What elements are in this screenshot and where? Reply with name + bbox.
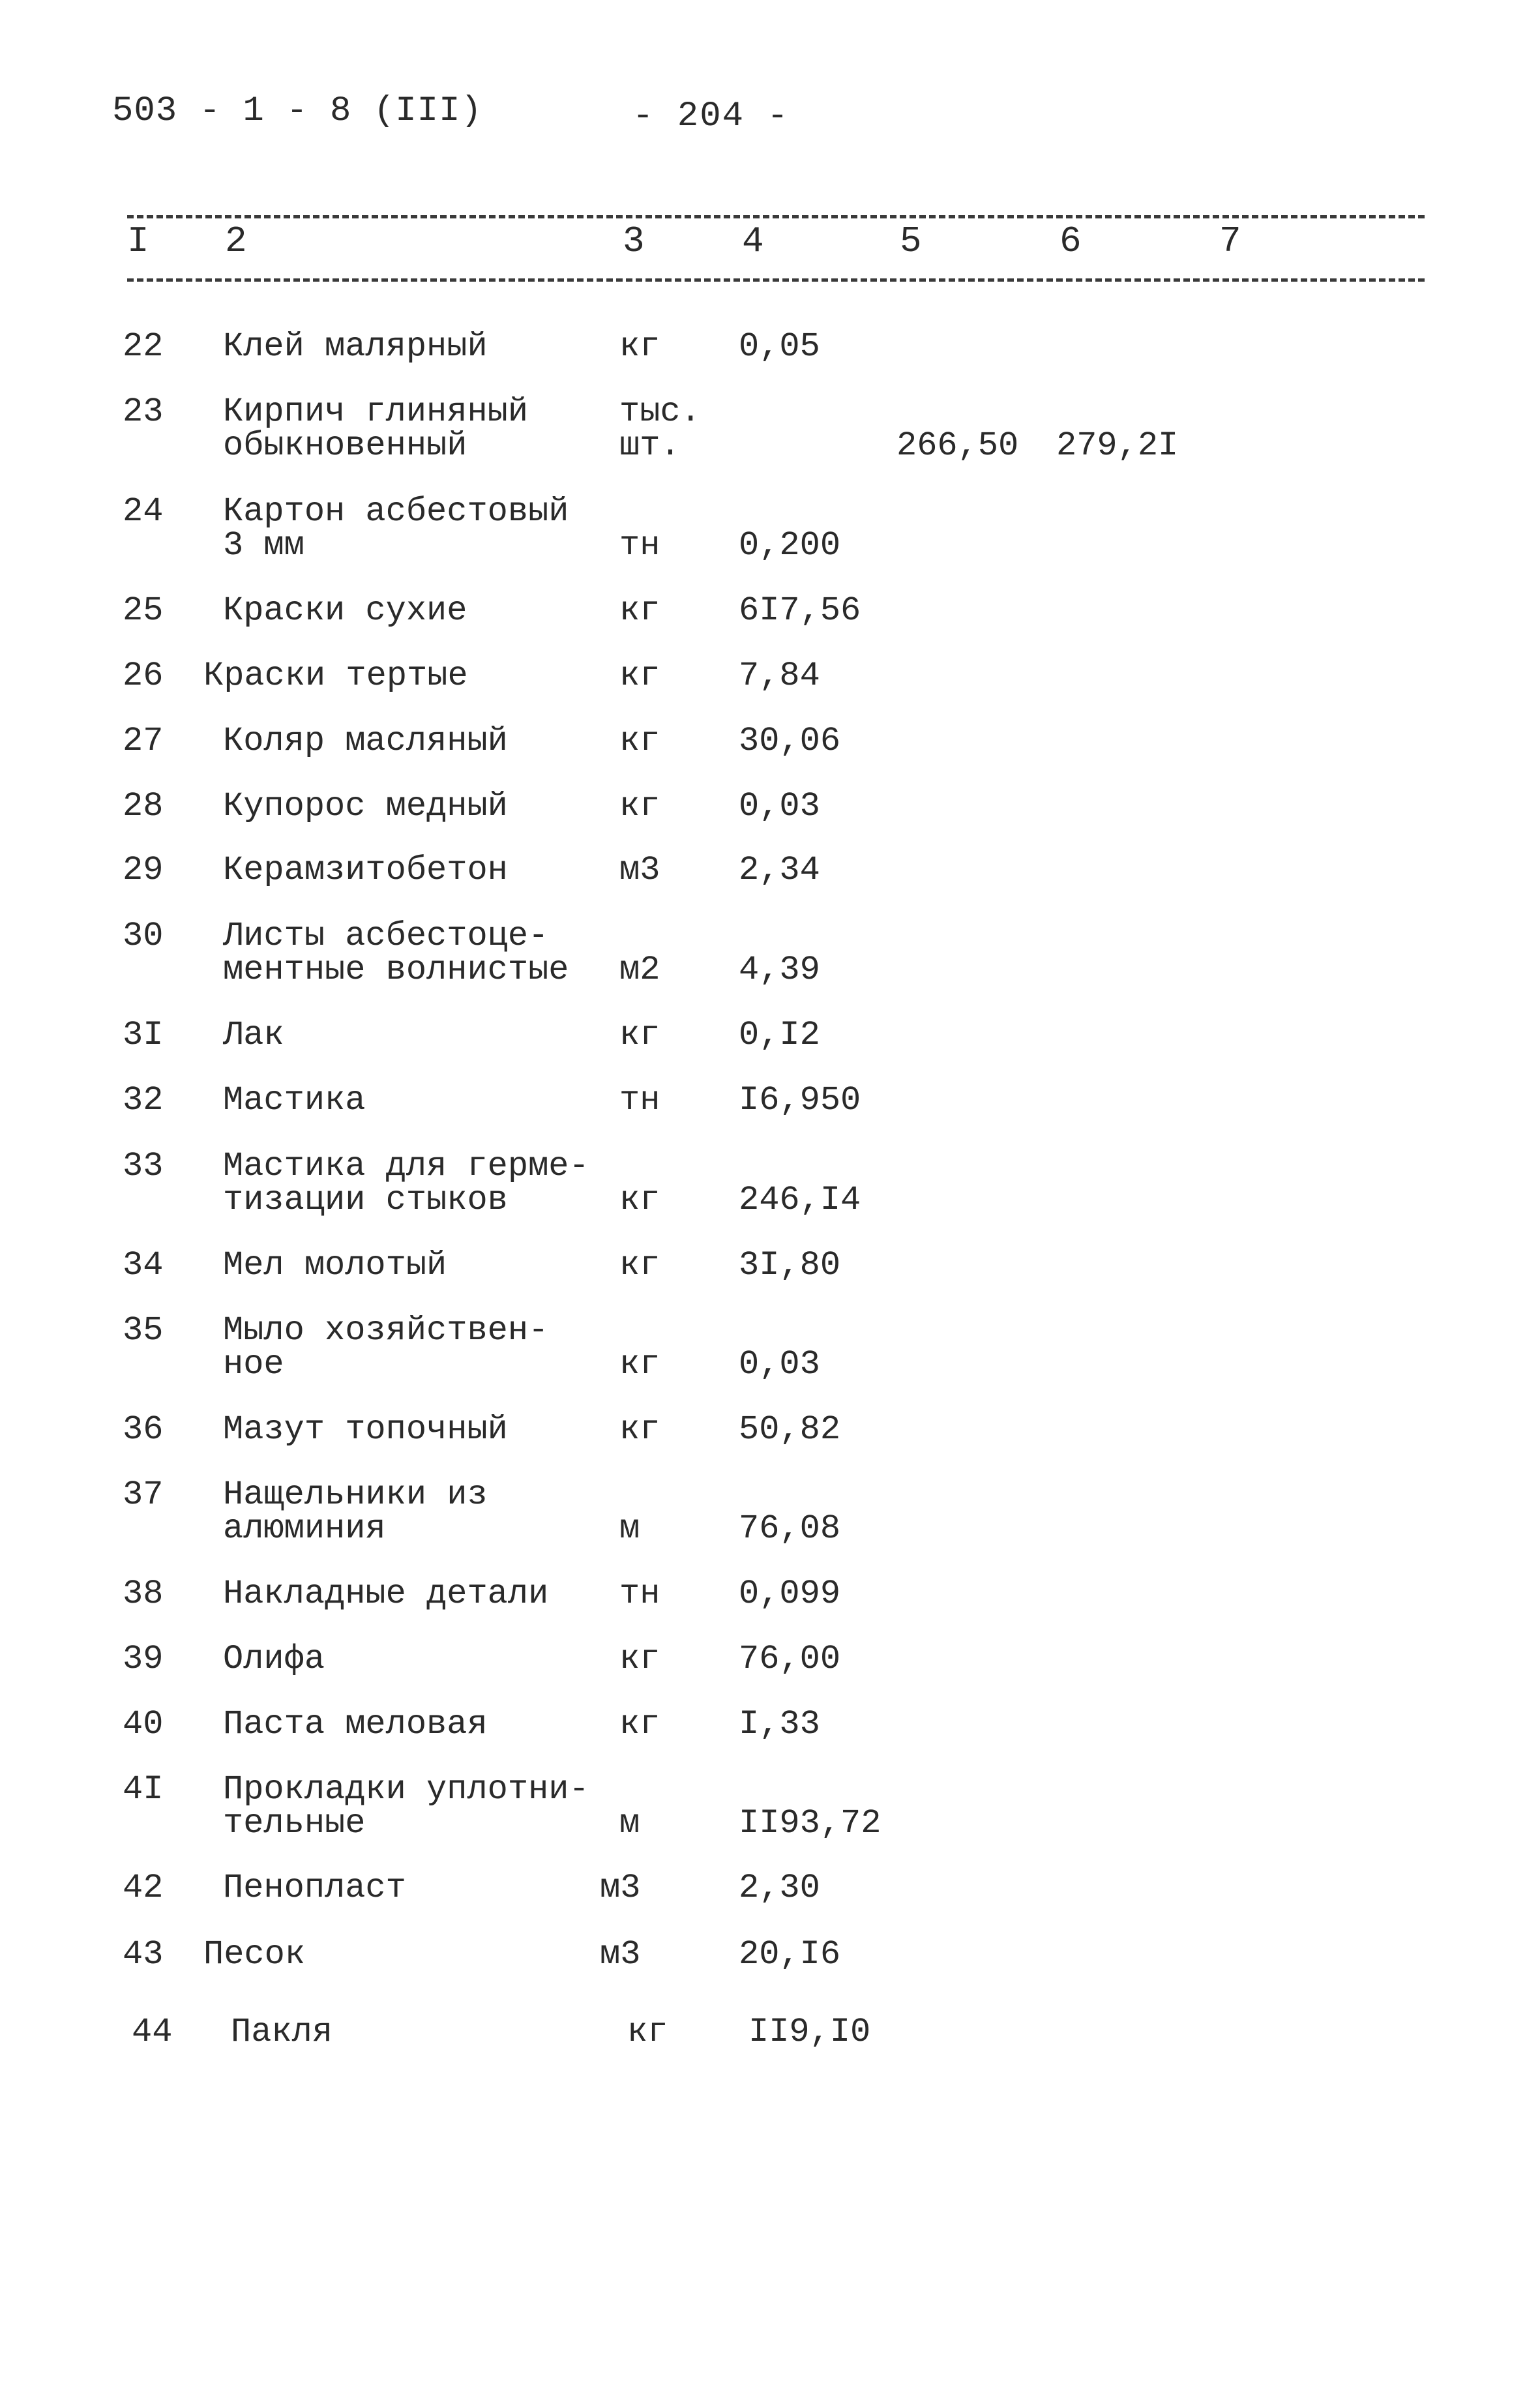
unit-of-measure: кг (619, 1345, 660, 1384)
row-number: 28 (123, 787, 164, 825)
table-rule-bottom (127, 278, 1425, 282)
quantity-value: 0,05 (739, 327, 820, 366)
row-number: 37 (123, 1475, 164, 1514)
quantity-value: II9,I0 (748, 2013, 871, 2051)
row-number: 23 (123, 393, 164, 431)
material-name: обыкновенный (223, 426, 467, 465)
material-name: Мел молотый (223, 1246, 447, 1284)
unit-of-measure: кг (619, 787, 660, 825)
material-name: Купорос медный (223, 787, 508, 825)
row-number: 22 (123, 327, 164, 366)
row-number: 34 (123, 1246, 164, 1284)
unit-of-measure: тн (619, 1081, 660, 1119)
unit-of-measure: кг (619, 1246, 660, 1284)
material-name: Картон асбестовый (223, 492, 569, 531)
row-number: 26 (123, 657, 164, 695)
material-name: Коляр масляный (223, 722, 508, 760)
page-number: - 204 - (632, 96, 790, 136)
row-number: 32 (123, 1081, 164, 1119)
quantity-value: 76,00 (739, 1640, 841, 1678)
quantity-value: 2,34 (739, 851, 820, 889)
row-number: 29 (123, 851, 164, 889)
material-name: Пенопласт (223, 1869, 406, 1907)
row-number: 24 (123, 492, 164, 531)
row-number: 38 (123, 1575, 164, 1613)
material-name: Кирпич глиняный (223, 393, 529, 431)
material-name: Песок (203, 1935, 306, 1974)
row-number: 36 (123, 1410, 164, 1449)
quantity-value: 3I,80 (739, 1246, 841, 1284)
unit-of-measure: м3 (600, 1935, 641, 1974)
quantity-value: 6I7,56 (739, 591, 861, 630)
row-number: 27 (123, 722, 164, 760)
quantity-value: 4,39 (739, 951, 820, 989)
unit-of-measure: м3 (619, 851, 660, 889)
material-name: тельные (223, 1804, 366, 1843)
material-name: Олифа (223, 1640, 325, 1678)
material-name: ное (223, 1345, 284, 1384)
unit-of-measure: м3 (600, 1869, 641, 1907)
quantity-value: 30,06 (739, 722, 841, 760)
material-name: Мыло хозяйствен- (223, 1311, 549, 1350)
unit-of-measure: м (619, 1509, 640, 1548)
row-number: 40 (123, 1705, 164, 1743)
quantity-value: 2,30 (739, 1869, 820, 1907)
material-name: тизации стыков (223, 1181, 508, 1219)
material-name: Мастика для герме- (223, 1147, 589, 1185)
quantity-value: 0,099 (739, 1575, 841, 1613)
quantity-value: 7,84 (739, 657, 820, 695)
unit-of-measure: тн (619, 526, 660, 565)
material-name: Накладные детали (223, 1575, 549, 1613)
unit-of-measure: кг (619, 327, 660, 366)
material-name: Лак (223, 1016, 284, 1054)
column-5-value: 266,50 (896, 426, 1019, 465)
column-6-value: 279,2I (1056, 426, 1179, 465)
row-number: 42 (123, 1869, 164, 1907)
material-name: Листы асбестоце- (223, 917, 549, 955)
column-header-2: 2 (225, 220, 247, 262)
material-name: Краски сухие (223, 591, 467, 630)
material-name: Мастика (223, 1081, 366, 1119)
unit-of-measure: м2 (619, 951, 660, 989)
column-header-4: 4 (742, 220, 764, 262)
quantity-value: I,33 (739, 1705, 820, 1743)
column-header-1: I (127, 220, 149, 262)
quantity-value: 0,03 (739, 787, 820, 825)
quantity-value: I6,950 (739, 1081, 861, 1119)
document-code: 503 - 1 - 8 (III) (112, 91, 482, 131)
unit-of-measure: тыс. (619, 393, 701, 431)
quantity-value: 0,03 (739, 1345, 820, 1384)
quantity-value: 20,I6 (739, 1935, 841, 1974)
column-header-5: 5 (900, 220, 922, 262)
unit-of-measure: тн (619, 1575, 660, 1613)
material-name: Керамзитобетон (223, 851, 508, 889)
row-number: 3I (123, 1016, 164, 1054)
material-name: ментные волнистые (223, 951, 569, 989)
quantity-value: 246,I4 (739, 1181, 861, 1219)
quantity-value: 50,82 (739, 1410, 841, 1449)
unit-of-measure: шт. (619, 426, 681, 465)
material-name: Прокладки уплотни- (223, 1770, 589, 1809)
unit-of-measure: кг (619, 1705, 660, 1743)
quantity-value: 0,200 (739, 526, 841, 565)
quantity-value: 0,I2 (739, 1016, 820, 1054)
material-name: алюминия (223, 1509, 386, 1548)
material-name: Паста меловая (223, 1705, 488, 1743)
unit-of-measure: кг (619, 1410, 660, 1449)
column-header-6: 6 (1059, 220, 1082, 262)
unit-of-measure: кг (619, 1640, 660, 1678)
column-header-7: 7 (1219, 220, 1241, 262)
table-rule-top (127, 215, 1425, 218)
material-name: Мазут топочный (223, 1410, 508, 1449)
quantity-value: 76,08 (739, 1509, 841, 1548)
row-number: 44 (132, 2013, 173, 2051)
row-number: 35 (123, 1311, 164, 1350)
row-number: 30 (123, 917, 164, 955)
quantity-value: II93,72 (739, 1804, 881, 1843)
unit-of-measure: кг (619, 657, 660, 695)
row-number: 25 (123, 591, 164, 630)
row-number: 33 (123, 1147, 164, 1185)
unit-of-measure: кг (627, 2013, 668, 2051)
material-name: Пакля (231, 2013, 333, 2051)
row-number: 39 (123, 1640, 164, 1678)
unit-of-measure: кг (619, 591, 660, 630)
unit-of-measure: кг (619, 722, 660, 760)
material-name: Нащельники из (223, 1475, 488, 1514)
row-number: 43 (123, 1935, 164, 1974)
material-name: 3 мм (223, 526, 304, 565)
row-number: 4I (123, 1770, 164, 1809)
material-name: Краски тертые (203, 657, 468, 695)
column-header-3: 3 (623, 220, 645, 262)
material-name: Клей малярный (223, 327, 488, 366)
unit-of-measure: кг (619, 1181, 660, 1219)
unit-of-measure: кг (619, 1016, 660, 1054)
unit-of-measure: м (619, 1804, 640, 1843)
